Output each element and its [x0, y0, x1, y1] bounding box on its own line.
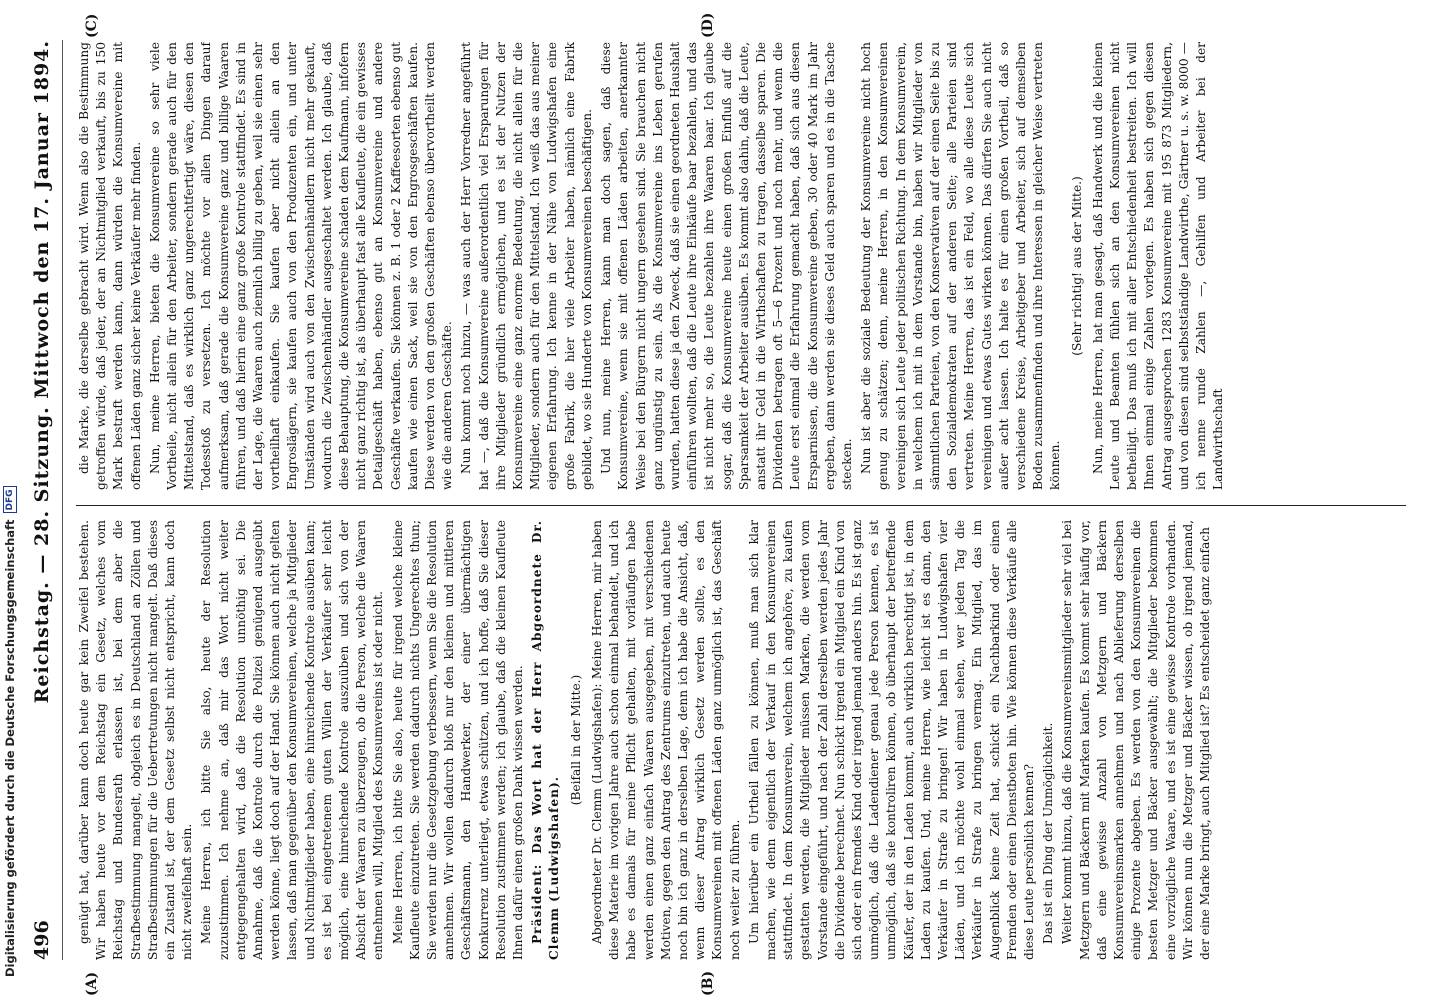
- dfg-logo: DFG: [3, 486, 17, 513]
- running-title: Reichstag. — 28. Sitzung. Mittwoch den 17. Januar 1894.: [31, 40, 53, 704]
- digitization-text: Digitalisierung gefördert durch die Deutsche Forschungsgemeinschaft: [3, 519, 17, 977]
- paragraph: Nun, meine Herren, hat man gesagt, daß Handwerk und die kleinen Leute und Beamten fühlen sich an den Konsumvereinen nicht betheiligt. Das muß ich mit aller Entschiedenheit bestreiten. Ich will Ihnen einmal einige Zahlen vorlegen. Es haben sich gegen diesen Antrag ausgesprochen 1283 Konsumvereine mit 195 873 Mitgliedern, und von diesen sind selbstständige Landwirthe, Gärtner u. s. w. 8000 — ich nenne runde Zahlen —, Gehilfen und Arbeiter bei der Landwirthschaft: [1090, 42, 1226, 490]
- paragraph: Nun, meine Herren, bieten die Konsumvereine so sehr viele Vortheile, nicht allein für den Arbeiter, sondern gerade auch für den Mittelstand, daß es wirklich ganz ungerechtfertigt wäre, diesen den Todesstoß zu versetzen. Ich möchte vor allen Dingen darauf aufmerksam, daß gerade die Konsumvereine ganz und billige Waaren führen, und daß hierin eine ganz große Kontrole stattfindet. Es sind in der Lage, die Waaren auch ziemlich billig zu geben, weil sie einen sehr vortheilhaft einkaufen. Sie kaufen aber nicht allein an den Engroslägern, sie kaufen auch von den Produzenten ein, und unter Umständen wird auch von den Zwischenhändlern nicht mehr gekauft, wodurch die Zwischenhändler ausgeschaltet werden. Ich glaube, daß diese Behauptung, die Konsumvereine schaden dem Kaufmann, infofern nicht ganz richtig ist, als überhaupt fast alle Kaufleute, die ein gewisses Detailgeschäft haben, ebenso gut an Konsumvereine und andere Geschäfte verkaufen. Sie können z. B. 1 oder 2 Kaffeesorten ebenso gut kaufen wie einen Sack, weil sie von den Engrosgeschäften kaufen. Diese werden von den großen Geschäften ebenso übervortheilt werden wie die anderen Geschäfte.: [147, 42, 455, 490]
- paragraph: Und nun, meine Herren, kann man doch sagen, daß diese Konsumvereine, wenn sie mit offenen Läden arbeiten, anerkannter Weise bei den Bürgern nicht ungern gesehen sind. Sie brauchen nicht ganz ungünstig zu sein. Als die Konsumvereine ins Leben gerufen wurden, hatten diese ja den Zweck, daß sie einen geordneten Haushalt einführen wollten, daß die Leute ihre Einkäufe baar bezahlen, und das ist nicht mehr so, die Leute bezahlen ihre Waaren baar. Ich glaube sogar, daß die Konsumvereine heute einen großen Einfluß auf die Sparsamkeit der Arbeiter ausüben. Es kommt also dahin, daß die Leute, anstatt ihr Geld in die Wirthschaften zu tragen, dasselbe sparen. Die Dividenden betragen oft 5—6 Prozent und noch mehr, und wenn die Leute erst einmal die Erfahrung gemacht haben, daß sich aus diesen Ersparnissen, die die Konsumvereine geben, 30 oder 40 Mark im Jahr ergeben, dann werden sie dieses Geld auch sparen und es in die Tasche stecken.: [599, 42, 854, 490]
- paragraph: Abgeordneter Dr. Clemm (Ludwigshafen): Meine Herren, mir haben diese Materie im vorigen Jahre auch schon einmal behandelt, und ich habe es damals für meine Pflicht gehalten, mit vorläufigen habe werden einen ganz einfach Waaren ausgegeben, mit verschiedenen Motiven, gegen den Antrag des Zentrums einzutreten, und auch heute noch bin ich ganz in derselben Lage, denn ich habe die Ansicht, daß, wenn dieser Antrag wirklich Gesetz werden sollte, es den Konsumvereinen mit offenen Läden ganz unmöglich ist, das Geschäft noch weiter zu führen.: [589, 520, 742, 960]
- paragraph: Um hierüber ein Urtheil fällen zu können, muß man sich klar machen, wie denn eigentlich der Verkauf in den Konsumvereinen stattfindet. In dem Konsumverein, welchem ich angehöre, zu kaufen gestatten werden, die Mitglieder müssen Marken, die werden vom Vorstande eingeführt, und nach der Zahl derselben werden jedes Jahr die Dividende berechnet. Nun schickt irgend ein Mitglied ein Kind von sich oder ein fremdes Kind oder irgend jemand anders hin. Es ist ganz unmöglich, daß die Ladendiener genau jede Person kennen, es ist unmöglich, daß sie kontroliren können, ob überhaupt der betreffende Käufer, der in den Laden kommt, auch wirklich berechtigt ist, in dem Laden zu kaufen. Und, meine Herren, wie leicht ist es dann, den Verkäufer in Strafe zu bringen! Wir haben in Ludwigshafen vier Läden, und ich möchte wohl einmal sehen, wer jeden Tag die Verkäufer in Strafe zu bringen vermag. Ein Mitglied, das im Augenblick keine Zeit hat, schickt ein Nachbarkind oder einen Fremden oder einen Dienstboten hin. Wie können diese Verkäufe alle diese Leute persönlich kennen?: [746, 520, 1036, 960]
- paragraph: Weiter kommt hinzu, daß die Konsumvereinsmitglieder sehr viel bei Metzgern und Bäckern mit Marken kaufen. Es kommt sehr häufig vor, daß eine gewisse Anzahl von Metzgern und Bäckern Konsumvereinsmarken annehmen und nach Ablieferung derselben einige Prozente abgeben. Es werden von den Konsumvereinen die besten Metzger und Bäcker ausgewählt; die Mitglieder bekommen eine vorzügliche Waare, und es ist eine gewisse Kontrole vorhanden. Wir können nun die Metzger und Bäcker wissen, ob irgend jemand, der eine Marke bringt, auch Mitglied ist? Es entscheidet ganz einfach: [1060, 520, 1212, 960]
- page-header: [22, 40, 63, 960]
- margin-mark-c: (C): [84, 13, 100, 38]
- interjection-note: (Sehr richtig! aus der Mitte.): [1069, 176, 1084, 356]
- margin-mark-b: (B): [700, 970, 716, 996]
- right-column: [76, 42, 1406, 490]
- margin-mark-d: (D): [700, 12, 716, 38]
- paragraph: Das ist ein Ding der Unmöglichkeit.: [1041, 722, 1056, 944]
- left-column: [76, 520, 1406, 960]
- paragraph: Nun kommt noch hinzu, — was auch der Herr Vorredner angeführt hat —, daß die Konsumvereine außerordentlich viel Ersparungen für ihre Mitglieder gründlich ermöglichen, und es ist der Nutzen der Konsumvereine eine ganz enorme Bedeutung, die nicht allein für die Mitglieder, sondern auch für den Mittelstand. Ich weiß das aus meiner eigenen Erfahrung. Ich kenne in der Nähe von Ludwigshafen eine große Fabrik, die hier viele Arbeiter haben, nämlich eine Fabrik gebildet, wo sie Hunderte von Konsumvereinen beschäftigen.: [459, 42, 594, 490]
- paragraph: Meine Herren, ich bitte Sie also, heute für irgend welche kleine Kaufleute einzutreten. Sie werden dadurch nichts Ungerechtes thun; Sie werden nur die Gesetzgebung verbessern, wenn Sie die Resolution annehmen. Wir wollen dadurch bloß nur den kleinen und mittleren Geschäftsmann, den Handwerker, der einer übermächtigen Konkurrenz unterliegt, etwas schützen, und ich hoffe, daß Sie dieser Resolution zustimmen werden; ich glaube, daß die kleinen Kaufleute Ihnen dafür einen großen Dank wissen werden.: [390, 520, 526, 960]
- margin-mark-a: (A): [84, 971, 100, 996]
- page-number: 496: [31, 920, 53, 960]
- column-divider: [76, 505, 1406, 506]
- paragraph: genügt hat, darüber kann doch heute gar kein Zweifel bestehen. Wir haben heute vor dem Reichstag ein Gesetz, welches vom Reichstag und Bundesrath erlassen ist, bei dem aber die Strafbestimmung mangelt, obgleich es in Deutschland an Zöllen und Strafbestimmungen für die Uebertretungen nicht mangelt. Daß dieses ein Zustand ist, der dem Gesetz selbst nicht entspricht, kann doch nicht zweifelhaft sein.: [77, 520, 195, 960]
- president-line: Präsident: Das Wort hat der Herr Abgeordnete Dr. Clemm (Ludwigshafen).: [530, 520, 562, 960]
- applause-note: (Beifall in der Mitte.): [568, 674, 583, 806]
- paragraph: Meine Herren, ich bitte Sie also, heute der Resolution zuzustimmen. Ich nehme an, daß mir das Wort nicht weiter entgegengehalten wird, daß die Resolution unnöthig sei. Die Annahme, daß die Kontrole durch die Polizei genügend ausgeübt werden könne, liegt doch auf der Hand. Sie können auch nicht gelten lassen, daß man gegenüber den Konsumvereinen, welche ja Mitglieder und Nichtmitglieder haben, eine hinreichende Kontrole ausüben kann; es ist bei eingetretenem guten Willen der Verkäufer sehr leicht möglich, eine hinreichende Kontrole auszuüben und sich von der Absicht der Waaren zu überzeugen, ob die Person, welche die Waaren entnehmen will, Mitglied des Konsumvereins ist oder nicht.: [199, 520, 386, 960]
- paragraph: die Marke, die derselbe gebracht wird. Wenn also die Bestimmung getroffen würde, daß jeder, der an Nichtmitglied verkauft, bis zu 150 Mark bestraft werden kann, dann würden die Konsumvereine mit offenen Läden ganz sicher keine Verkäufer mehr finden.: [77, 42, 143, 490]
- paragraph: Nun ist aber die soziale Bedeutung der Konsumvereine nicht hoch genug zu schätzen; denn, meine Herren, in den Konsumvereinen vereinigen sich Leute jeder politischen Richtung. In dem Konsumverein, in welchem ich mit in dem Vorstande bin, haben wir Mitglieder von sämmtlichen Parteien, von den Konservativen auf der einen Seite bis zu den Sozialdemokraten auf der anderen Seite; alle Parteien sind vertreten. Meine Herren, das ist ein Feld, wo alle diese Leute sich vereinigen und etwas Gutes wirken können. Das dürfen Sie auch nicht außer acht lassen. Ich halte es für einen großen Vortheil, daß so verschiedene Kreise, Arbeitgeber und Arbeiter, sich auf demselben Boden zusammenfinden und ihre Interessen in gleicher Weise vertreten können.: [859, 42, 1063, 490]
